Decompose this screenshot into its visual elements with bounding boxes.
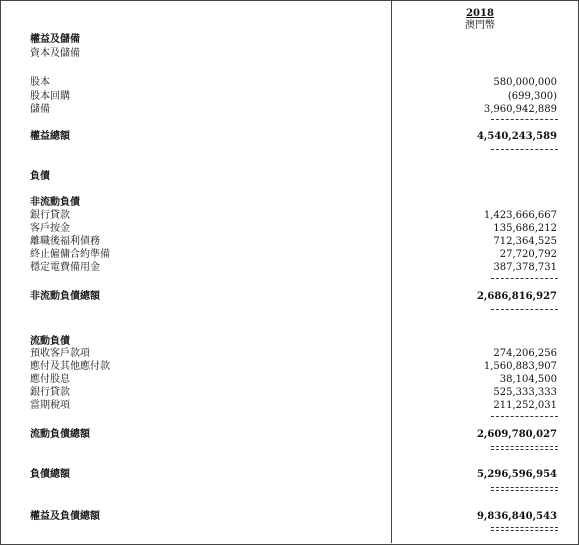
total-equity-label: 權益總額 xyxy=(30,131,70,142)
total-liabilities-label: 負債總額 xyxy=(30,469,70,480)
total-noncurrent-value: 2,686,816,927 xyxy=(476,291,557,302)
share-buyback-value: (699,300) xyxy=(507,91,557,102)
noncurrent-item-label: 客戶按金 xyxy=(30,223,70,234)
total-rule xyxy=(491,149,558,150)
noncurrent-item-label: 銀行貸款 xyxy=(30,210,70,221)
year-header: 2018 xyxy=(466,8,494,19)
subtotal-rule xyxy=(491,278,558,279)
total-equity-liabilities-value: 9,836,840,543 xyxy=(476,511,557,522)
noncurrent-item-value: 712,364,525 xyxy=(493,236,557,247)
current-item-value: 211,252,031 xyxy=(493,400,557,411)
double-rule-bottom xyxy=(491,530,558,531)
equity-heading: 權益及儲備 xyxy=(30,34,80,45)
noncurrent-item-label: 穩定電費備用金 xyxy=(30,262,100,273)
current-item-label: 應付股息 xyxy=(30,374,70,385)
total-current-value: 2,609,780,027 xyxy=(476,429,557,440)
double-rule-bottom xyxy=(491,490,558,491)
noncurrent-item-value: 387,378,731 xyxy=(493,262,557,273)
noncurrent-heading: 非流動負債 xyxy=(30,197,80,208)
current-item-value: 1,560,883,907 xyxy=(483,361,557,372)
currency-header: 澳門幣 xyxy=(465,20,495,31)
total-rule xyxy=(491,309,558,310)
share-buyback-label: 股本回購 xyxy=(30,91,70,102)
noncurrent-item-label: 終止僱傭合約準備 xyxy=(30,249,110,260)
total-noncurrent-label: 非流動負債總額 xyxy=(30,291,100,302)
double-rule-top xyxy=(491,527,558,528)
capital-reserves-subheading: 資本及儲備 xyxy=(30,48,80,59)
noncurrent-item-value: 135,686,212 xyxy=(493,223,557,234)
subtotal-rule xyxy=(491,119,558,120)
current-item-label: 應付及其他應付款 xyxy=(30,361,110,372)
current-item-label: 預收客戶款項 xyxy=(30,348,90,359)
total-equity-liabilities-label: 權益及負債總額 xyxy=(30,511,100,522)
current-item-value: 38,104,500 xyxy=(499,374,557,385)
noncurrent-item-value: 27,720,792 xyxy=(499,249,557,260)
subtotal-rule xyxy=(491,416,558,417)
column-divider xyxy=(391,0,392,543)
current-item-label: 銀行貸款 xyxy=(30,387,70,398)
total-liabilities-value: 5,296,596,954 xyxy=(476,469,557,480)
reserves-value: 3,960,942,889 xyxy=(483,104,557,115)
double-rule-bottom xyxy=(491,449,558,450)
noncurrent-item-value: 1,423,666,667 xyxy=(483,210,557,221)
share-capital-label: 股本 xyxy=(30,77,50,88)
current-heading: 流動負債 xyxy=(30,336,70,347)
total-current-label: 流動負債總額 xyxy=(30,429,90,440)
share-capital-value: 580,000,000 xyxy=(493,77,557,88)
total-equity-value: 4,540,243,589 xyxy=(476,131,557,142)
noncurrent-item-label: 離職後福利債務 xyxy=(30,236,100,247)
liabilities-heading: 負債 xyxy=(30,171,50,182)
double-rule-top xyxy=(491,487,558,488)
current-item-label: 當期稅項 xyxy=(30,400,70,411)
reserves-label: 儲備 xyxy=(30,104,50,115)
current-item-value: 274,206,256 xyxy=(493,348,557,359)
double-rule-top xyxy=(491,446,558,447)
current-item-value: 525,333,333 xyxy=(493,387,557,398)
